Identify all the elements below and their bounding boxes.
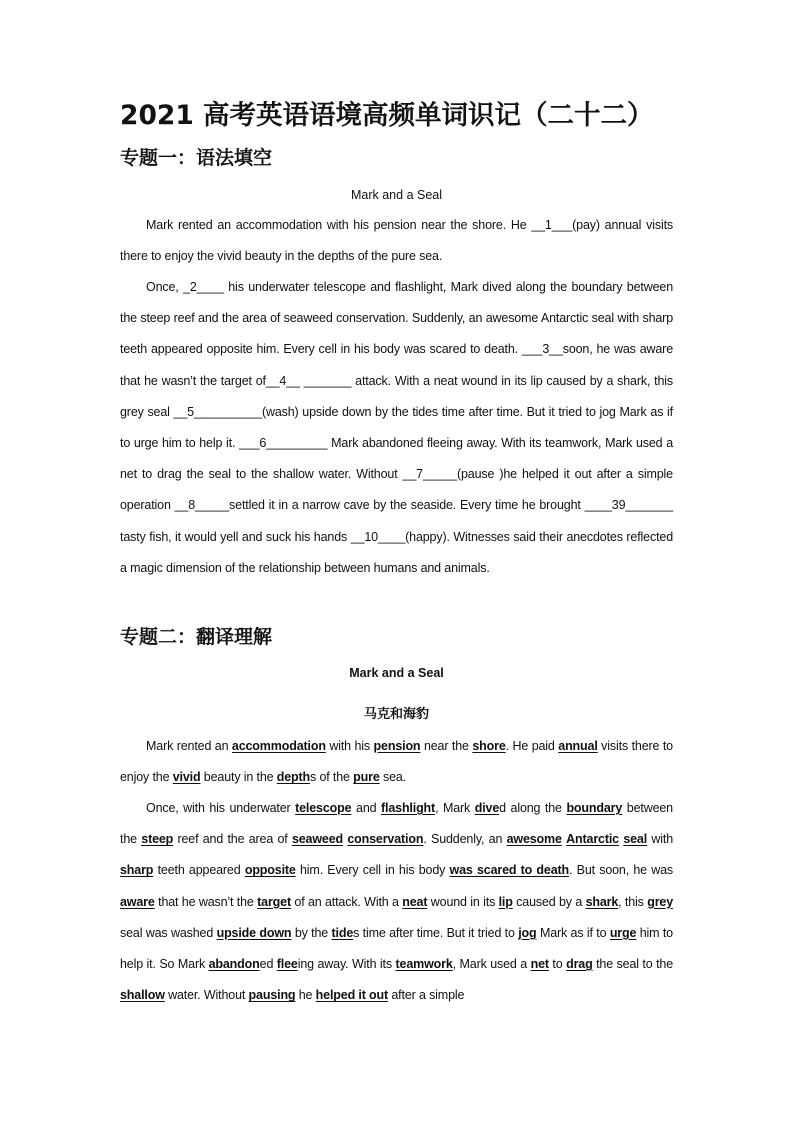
keyword: seaweed: [291, 832, 344, 847]
keyword: tide: [331, 925, 354, 940]
text-run: to: [548, 957, 567, 972]
keyword: flashlight: [381, 801, 436, 815]
keyword: awesome: [506, 832, 562, 847]
keyword: seal: [623, 832, 648, 847]
keyword: was scared to death: [449, 863, 570, 878]
keyword: drag: [566, 957, 593, 972]
keyword: net: [530, 957, 549, 972]
text-run: near the: [420, 739, 473, 753]
text-run: d along the: [499, 801, 567, 815]
keyword: upside down: [216, 925, 292, 940]
story-title-chinese: 马克和海豹: [363, 707, 429, 722]
keyword: annual: [558, 739, 598, 753]
keyword: sharp: [120, 863, 154, 878]
text-run: , Mark used a: [452, 957, 531, 972]
keyword: steep: [141, 832, 174, 847]
keyword: shark: [585, 894, 619, 909]
text-run: that he wasn’t the: [154, 894, 258, 909]
keyword: shore: [472, 739, 506, 753]
paragraph-2: Once, _2____ his underwater telescope and flashlight, Mark dived along the boundary between the steep reef and the area of seaweed conservation. Suddenly, an awesome Antarctic seal with sharp teeth appeared opposite him. Every cell in his body was scared to death. ___3__soon, he was aware that he wasn’t the target of__4__ _______ attack. With a neat wound in its lip caused by a shark, this grey seal __5__________(wash) upside down by the tides time after time. But it tried to jog Mark as if to urge him to help it. ___6_________ Mark abandoned fleeing away. With its teamwork, Mark used a net to drag the seal to the shallow water. Without __7_____(pause )he helped it out after a simple operation __8_____settled it in a narrow cave by the seaside. Every time he brought ____39_______ tasty fish, it would yell and suck his hands __10____(happy). Witnesses said their anecdotes reflected a magic dimension of the relationship between humans and animals.: [120, 280, 673, 575]
keyword: pausing: [248, 988, 296, 1003]
keyword: help: [315, 988, 341, 1003]
keyword: accommodation: [231, 739, 326, 753]
text-run: ing away. With its: [297, 957, 396, 972]
paragraph-1: Mark rented an accommodation with his pension near the shore. He __1___(pay) annual visits there to enjoy the vivid beauty in the depths of the pure sea.: [120, 218, 673, 264]
text-run: with: [647, 832, 673, 847]
keyword: ed it out: [340, 988, 389, 1003]
text-run: Once, with his underwater: [146, 801, 296, 815]
keyword: conservation: [347, 832, 424, 847]
keyword: flee: [276, 957, 298, 972]
text-run: of an attack. With a: [290, 894, 403, 909]
text-run: reef and the area of: [173, 832, 292, 847]
text-run: . But soon, he was: [569, 863, 673, 878]
text-run: . Suddenly, an: [423, 832, 507, 847]
text-run: sea.: [379, 770, 407, 785]
text-run: s time after time. But it tried to: [353, 925, 519, 940]
keyword: urge: [609, 925, 637, 940]
keyword: opposite: [244, 863, 296, 878]
text-run: s of the: [310, 770, 354, 785]
keyword: shallow: [120, 988, 165, 1003]
keyword: pension: [373, 739, 421, 753]
keyword: pure: [353, 770, 380, 785]
text-run: visits there to enjoy the: [120, 739, 673, 785]
keyword: neat: [402, 894, 428, 909]
text-run: him. Every cell in his body: [295, 863, 450, 878]
text-run: wound in its: [427, 894, 499, 909]
text-run: after a simple: [388, 988, 465, 1003]
keyword: target: [257, 894, 291, 909]
text-run: teeth appeared: [153, 863, 245, 878]
text-run: the seal to the: [592, 957, 673, 972]
translation-paragraph-2: [120, 793, 673, 1013]
text-run: between the: [120, 801, 673, 847]
text-run: , this: [618, 894, 648, 909]
section-heading-translation: 专题二：翻译理解: [120, 626, 273, 648]
text-run: beauty in the: [200, 770, 277, 785]
story-title: Mark and a Seal: [350, 188, 443, 202]
text-run: Mark as if to: [536, 925, 610, 940]
keyword: jog: [518, 925, 537, 940]
text-run: water. Without: [164, 988, 249, 1003]
text-run: and: [351, 801, 381, 815]
keyword: teamwork: [395, 957, 453, 972]
text-run: , Mark: [435, 801, 475, 815]
keyword: dive: [474, 801, 500, 815]
keyword: vivid: [172, 770, 201, 785]
story-title-english: Mark and a Seal: [349, 666, 444, 680]
keyword: boundary: [566, 801, 623, 815]
keyword: telescope: [295, 801, 352, 815]
text-run: him to help it. So Mark: [120, 925, 673, 972]
keyword: Antarctic: [566, 832, 619, 847]
section-heading-grammar: 专题一：语法填空: [120, 147, 273, 169]
text-run: caused by a: [512, 894, 586, 909]
text-run: he: [295, 988, 316, 1003]
document-title: 2021 高考英语语境高频单词识记（二十二）: [120, 100, 654, 131]
text-run: Mark rented an: [146, 739, 232, 753]
text-run: seal was washed: [120, 925, 217, 940]
keyword: lip: [498, 894, 513, 909]
keyword: aware: [120, 894, 155, 909]
keyword: depth: [276, 770, 311, 785]
text-run: by the: [291, 925, 332, 940]
translation-paragraph-1: [120, 731, 673, 793]
keyword: abandon: [208, 957, 260, 972]
text-run: ed: [259, 957, 277, 972]
text-run: . He paid: [505, 739, 559, 753]
text-run: with his: [325, 739, 374, 753]
keyword: grey: [647, 894, 673, 909]
